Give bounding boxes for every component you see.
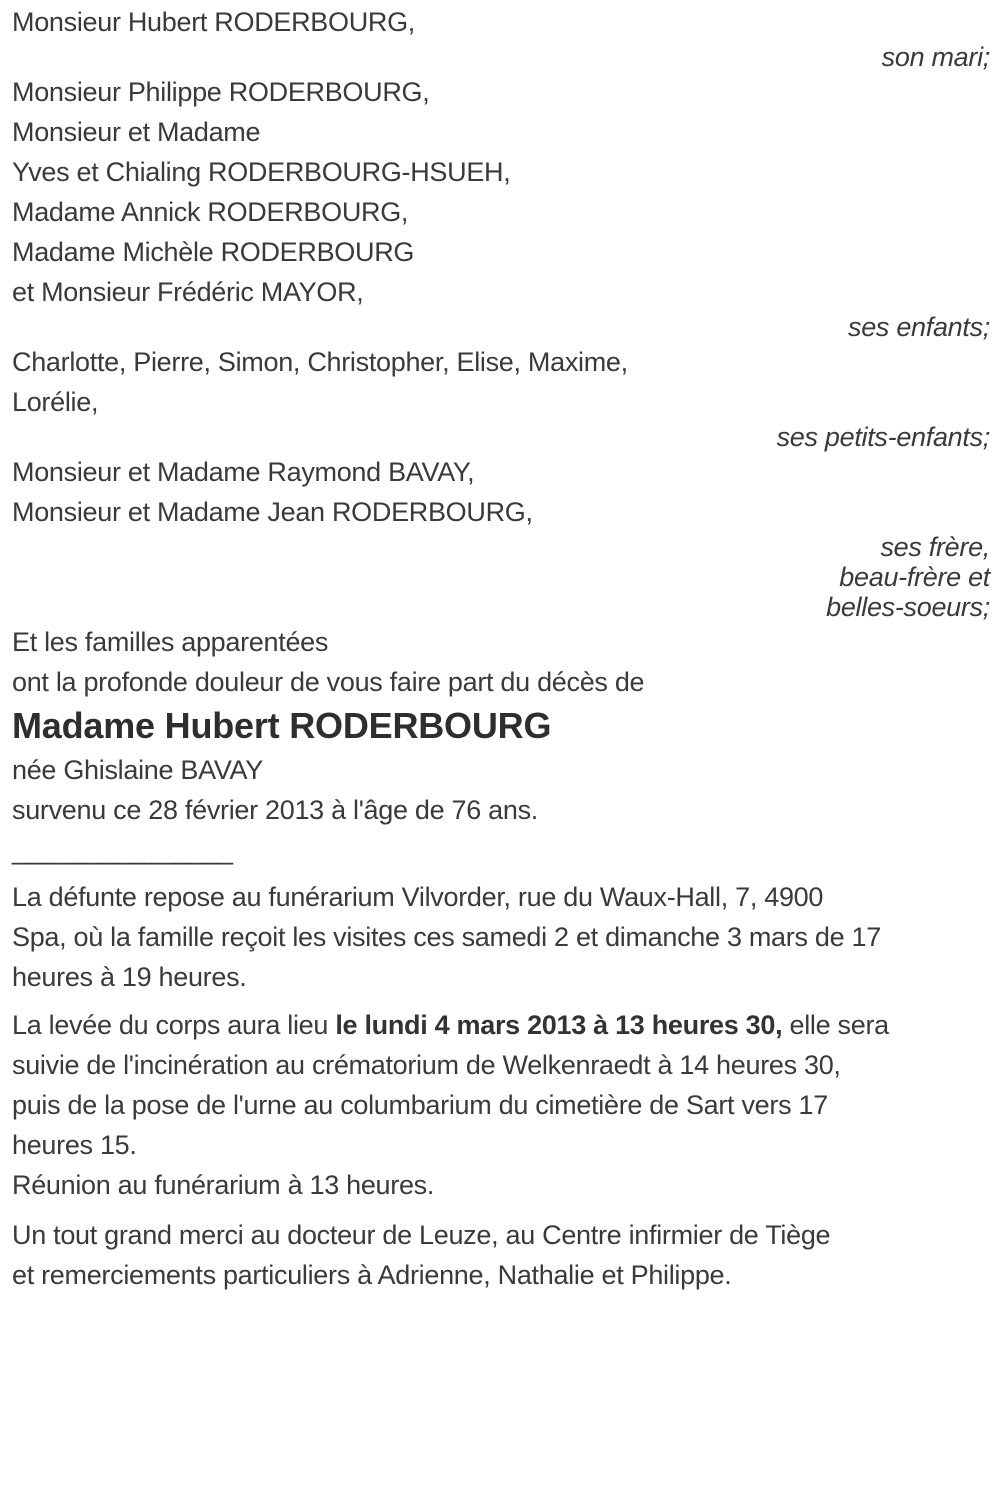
mourner-name-line: et Monsieur Frédéric MAYOR, xyxy=(12,277,364,307)
visitation-line: Spa, où la famille reçoit les visites ces samedi 2 et dimanche 3 mars de 17 xyxy=(12,922,881,952)
mourner-group-children xyxy=(12,72,990,312)
announcement-sentence: ont la profonde douleur de vous faire part du décès de xyxy=(12,667,645,697)
ceremony-line: heures 15. xyxy=(12,1130,137,1160)
relation-label-line: belles-soeurs; xyxy=(826,592,990,622)
ceremony-line xyxy=(12,1005,990,1045)
death-date-line: survenu ce 28 février 2013 à l'âge de 76 ans. xyxy=(12,795,539,825)
relation-label-children: ses enfants; xyxy=(848,312,990,342)
mourner-name-line: Monsieur et Madame xyxy=(12,117,261,147)
ceremony-line: puis de la pose de l'urne au columbarium du cimetière de Sart vers 17 xyxy=(12,1090,828,1120)
deceased-name-heading: Madame Hubert RODERBOURG xyxy=(12,705,552,746)
meeting-line: Réunion au funérarium à 13 heures. xyxy=(12,1170,435,1200)
mourner-name-line: Monsieur et Madame Raymond BAVAY, xyxy=(12,457,475,487)
mourner-group-grandchildren xyxy=(12,342,990,422)
thanks-paragraph xyxy=(12,1215,990,1295)
mourner-name-line: Monsieur et Madame Jean RODERBOURG, xyxy=(12,497,533,527)
separator-line: _______________ xyxy=(12,835,233,865)
ceremony-date-bold: le lundi 4 mars 2013 à 13 heures 30, xyxy=(335,1010,783,1040)
ceremony-text: elle sera xyxy=(782,1010,889,1040)
relation-label-siblings xyxy=(12,532,990,622)
mourner-name-line: Lorélie, xyxy=(12,387,99,417)
relation-label-husband: son mari; xyxy=(881,42,990,72)
mourner-name-line: Madame Michèle RODERBOURG xyxy=(12,237,415,267)
related-families-line: Et les familles apparentées xyxy=(12,627,329,657)
relation-label-grandchildren: ses petits-enfants; xyxy=(776,422,990,452)
mourner-name-line: Monsieur Philippe RODERBOURG, xyxy=(12,77,430,107)
mourner-name-line: Yves et Chialing RODERBOURG-HSUEH, xyxy=(12,157,511,187)
thanks-line: et remerciements particuliers à Adrienne, Nathalie et Philippe. xyxy=(12,1260,732,1290)
ceremony-paragraph xyxy=(12,1005,990,1165)
thanks-line: Un tout grand merci au docteur de Leuze, au Centre infirmier de Tiège xyxy=(12,1220,831,1250)
visitation-paragraph xyxy=(12,877,990,997)
visitation-line: heures à 19 heures. xyxy=(12,962,247,992)
mourner-name-line: Monsieur Hubert RODERBOURG, xyxy=(12,7,416,37)
mourner-name-line: Madame Annick RODERBOURG, xyxy=(12,197,409,227)
visitation-line: La défunte repose au funérarium Vilvorder, rue du Waux-Hall, 7, 4900 xyxy=(12,882,824,912)
mourner-group-siblings xyxy=(12,452,990,532)
relation-label-line: beau-frère et xyxy=(839,562,990,592)
ceremony-text: La levée du corps aura lieu xyxy=(12,1010,336,1040)
mourner-name-line: Charlotte, Pierre, Simon, Christopher, Elise, Maxime, xyxy=(12,347,628,377)
maiden-name-line: née Ghislaine BAVAY xyxy=(12,755,263,785)
relation-label-line: ses frère, xyxy=(880,532,990,562)
ceremony-line: suivie de l'incinération au crématorium de Welkenraedt à 14 heures 30, xyxy=(12,1050,841,1080)
